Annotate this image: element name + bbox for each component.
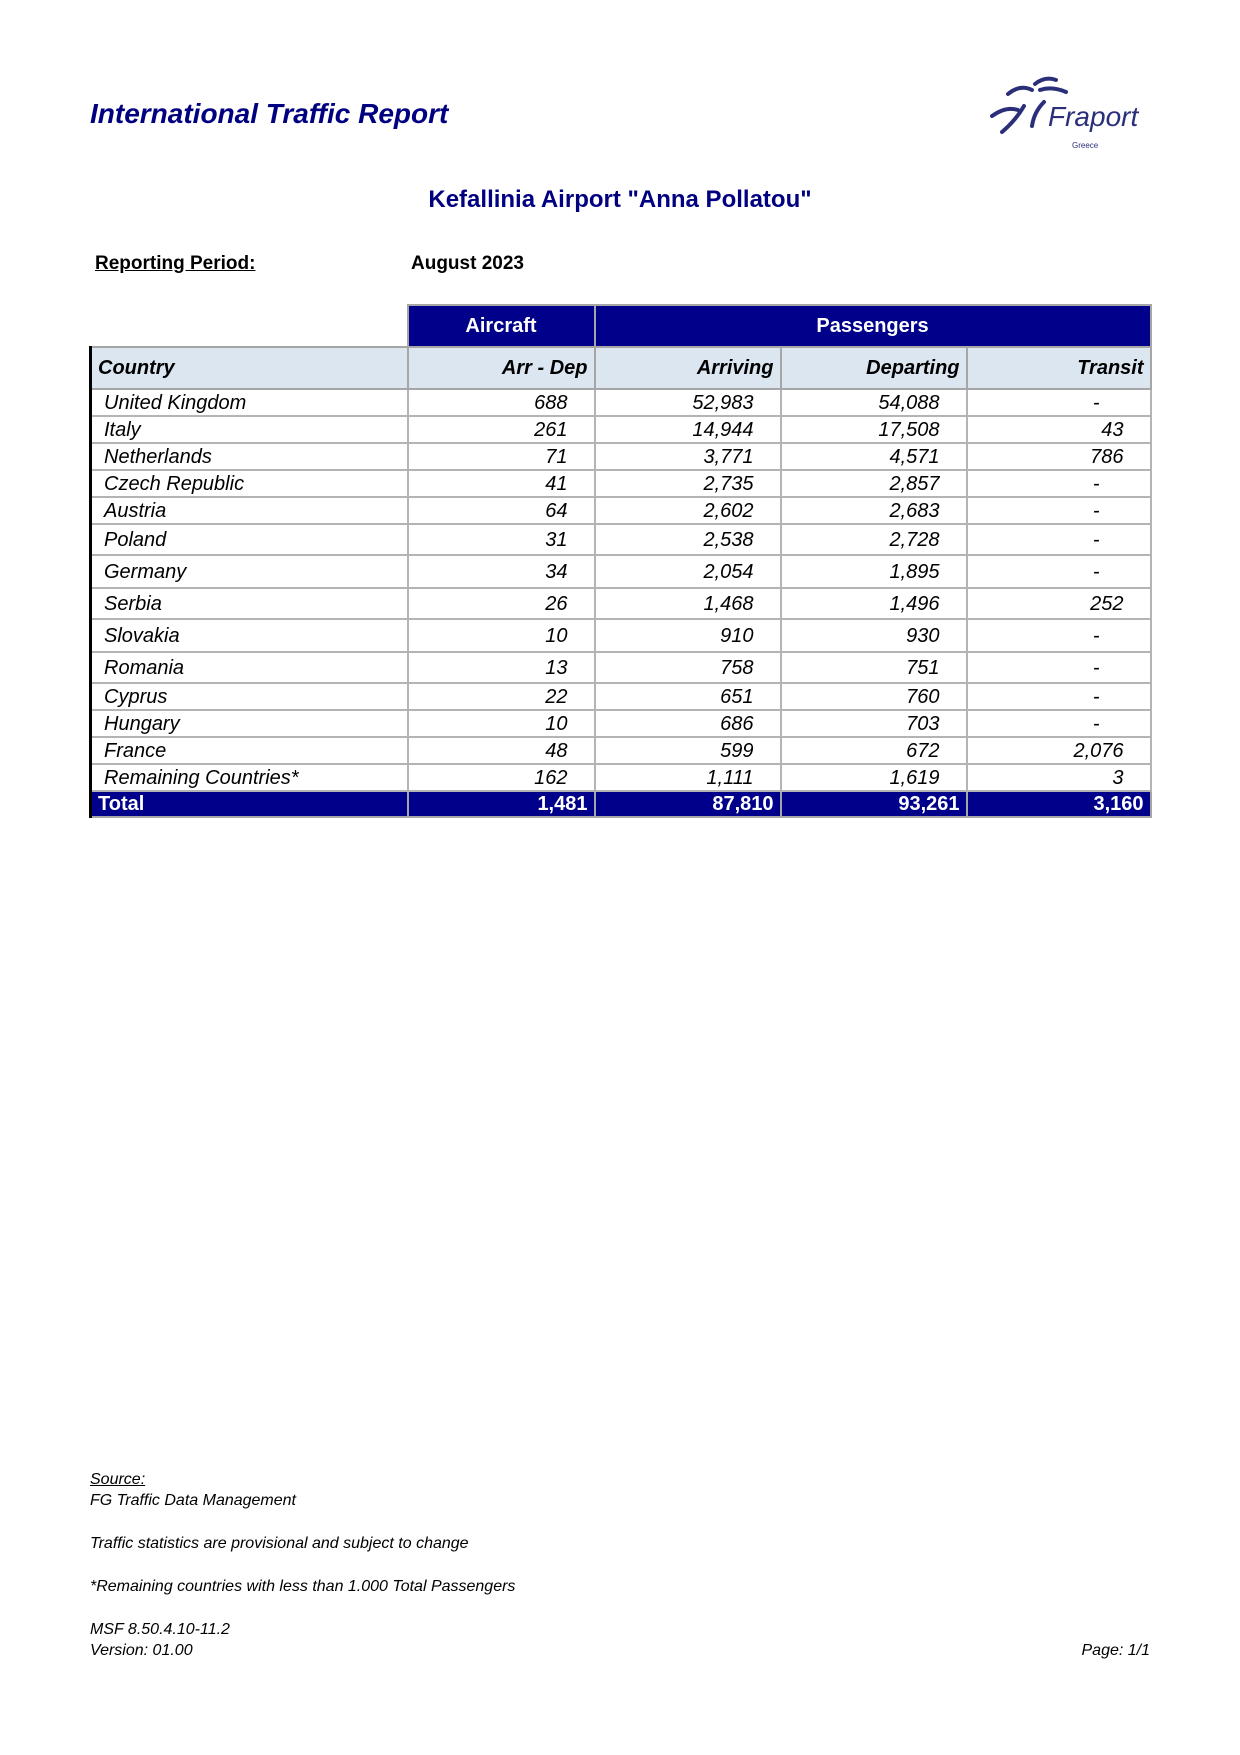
- table-row: [91, 764, 1151, 791]
- country-cell: Remaining Countries*: [91, 764, 408, 791]
- departing-cell: 760: [781, 683, 967, 710]
- table-row: [91, 497, 1151, 524]
- total-arriving: 87,810: [595, 791, 781, 817]
- column-header-transit: Transit: [967, 347, 1151, 389]
- table-row: [91, 588, 1151, 619]
- arr-dep-cell: 48: [408, 737, 595, 764]
- airport-title: Kefallinia Airport "Anna Pollatou": [428, 186, 812, 213]
- departing-cell: 703: [781, 710, 967, 737]
- arriving-cell: 1,468: [595, 588, 781, 619]
- transit-cell: -: [967, 683, 1151, 710]
- provisional-note: Traffic statistics are provisional and subject to change: [90, 1535, 469, 1552]
- table-row: [91, 710, 1151, 737]
- total-label: Total: [91, 791, 408, 817]
- arr-dep-cell: 22: [408, 683, 595, 710]
- report-title: International Traffic Report: [90, 98, 449, 129]
- country-cell: Serbia: [91, 588, 408, 619]
- departing-cell: 1,619: [781, 764, 967, 791]
- group-header-blank: [91, 305, 408, 347]
- column-header-country: Country: [91, 347, 408, 389]
- group-header-passengers: Passengers: [595, 305, 1151, 347]
- group-header-aircraft: Aircraft: [408, 305, 595, 347]
- fraport-logo-icon: [990, 76, 1140, 156]
- departing-cell: 4,571: [781, 443, 967, 470]
- arr-dep-cell: 31: [408, 524, 595, 555]
- country-cell: Austria: [91, 497, 408, 524]
- departing-cell: 2,857: [781, 470, 967, 497]
- total-departing: 93,261: [781, 791, 967, 817]
- page-number: Page: 1/1: [1081, 1642, 1150, 1659]
- country-cell: France: [91, 737, 408, 764]
- transit-cell: -: [967, 497, 1151, 524]
- arriving-cell: 2,538: [595, 524, 781, 555]
- arriving-cell: 2,735: [595, 470, 781, 497]
- departing-cell: 1,496: [781, 588, 967, 619]
- country-cell: Poland: [91, 524, 408, 555]
- transit-cell: -: [967, 555, 1151, 588]
- table-row: [91, 683, 1151, 710]
- country-cell: Czech Republic: [91, 470, 408, 497]
- arr-dep-cell: 26: [408, 588, 595, 619]
- arriving-cell: 1,111: [595, 764, 781, 791]
- table-row: [91, 619, 1151, 652]
- arr-dep-cell: 688: [408, 389, 595, 416]
- arr-dep-cell: 10: [408, 710, 595, 737]
- departing-cell: 751: [781, 652, 967, 683]
- column-header-row: [91, 347, 1151, 389]
- arriving-cell: 686: [595, 710, 781, 737]
- transit-cell: 3: [967, 764, 1151, 791]
- table-row: [91, 416, 1151, 443]
- column-header-arr-dep: Arr - Dep: [408, 347, 595, 389]
- column-header-departing: Departing: [781, 347, 967, 389]
- table-row: [91, 470, 1151, 497]
- arriving-cell: 651: [595, 683, 781, 710]
- departing-cell: 17,508: [781, 416, 967, 443]
- traffic-table: [89, 304, 1152, 818]
- source-label: Source:: [90, 1471, 146, 1488]
- remaining-countries-note: *Remaining countries with less than 1.000 Total Passengers: [90, 1578, 516, 1595]
- total-arr-dep: 1,481: [408, 791, 595, 817]
- arr-dep-cell: 13: [408, 652, 595, 683]
- transit-cell: 786: [967, 443, 1151, 470]
- country-cell: Slovakia: [91, 619, 408, 652]
- table-row: [91, 524, 1151, 555]
- arriving-cell: 599: [595, 737, 781, 764]
- arr-dep-cell: 41: [408, 470, 595, 497]
- departing-cell: 2,728: [781, 524, 967, 555]
- departing-cell: 930: [781, 619, 967, 652]
- arriving-cell: 3,771: [595, 443, 781, 470]
- transit-cell: -: [967, 710, 1151, 737]
- table-row: [91, 443, 1151, 470]
- departing-cell: 54,088: [781, 389, 967, 416]
- table-row: [91, 389, 1151, 416]
- group-header-row: [91, 305, 1151, 347]
- version: Version: 01.00: [90, 1642, 193, 1659]
- column-header-arriving: Arriving: [595, 347, 781, 389]
- arr-dep-cell: 261: [408, 416, 595, 443]
- arriving-cell: 758: [595, 652, 781, 683]
- departing-cell: 2,683: [781, 497, 967, 524]
- table-row: [91, 555, 1151, 588]
- country-cell: United Kingdom: [91, 389, 408, 416]
- total-row: [91, 791, 1151, 817]
- arr-dep-cell: 64: [408, 497, 595, 524]
- reporting-period-value: August 2023: [411, 253, 524, 274]
- transit-cell: -: [967, 619, 1151, 652]
- country-cell: Cyprus: [91, 683, 408, 710]
- arriving-cell: 910: [595, 619, 781, 652]
- total-transit: 3,160: [967, 791, 1151, 817]
- departing-cell: 1,895: [781, 555, 967, 588]
- transit-cell: -: [967, 389, 1151, 416]
- table-row: [91, 737, 1151, 764]
- transit-cell: 252: [967, 588, 1151, 619]
- transit-cell: -: [967, 652, 1151, 683]
- arriving-cell: 2,602: [595, 497, 781, 524]
- reporting-period-label: Reporting Period:: [95, 253, 256, 274]
- country-cell: Netherlands: [91, 443, 408, 470]
- arr-dep-cell: 10: [408, 619, 595, 652]
- country-cell: Germany: [91, 555, 408, 588]
- arriving-cell: 14,944: [595, 416, 781, 443]
- arr-dep-cell: 71: [408, 443, 595, 470]
- arriving-cell: 52,983: [595, 389, 781, 416]
- transit-cell: 43: [967, 416, 1151, 443]
- transit-cell: -: [967, 524, 1151, 555]
- msf-code: MSF 8.50.4.10-11.2: [90, 1621, 230, 1638]
- arr-dep-cell: 162: [408, 764, 595, 791]
- table-row: [91, 652, 1151, 683]
- transit-cell: -: [967, 470, 1151, 497]
- transit-cell: 2,076: [967, 737, 1151, 764]
- logo-brand-text: Fraport: [1048, 101, 1139, 132]
- logo-region-text: Greece: [1072, 141, 1099, 150]
- country-cell: Italy: [91, 416, 408, 443]
- arriving-cell: 2,054: [595, 555, 781, 588]
- country-cell: Hungary: [91, 710, 408, 737]
- departing-cell: 672: [781, 737, 967, 764]
- source-value: FG Traffic Data Management: [90, 1492, 296, 1509]
- fraport-logo: [990, 76, 1140, 156]
- country-cell: Romania: [91, 652, 408, 683]
- arr-dep-cell: 34: [408, 555, 595, 588]
